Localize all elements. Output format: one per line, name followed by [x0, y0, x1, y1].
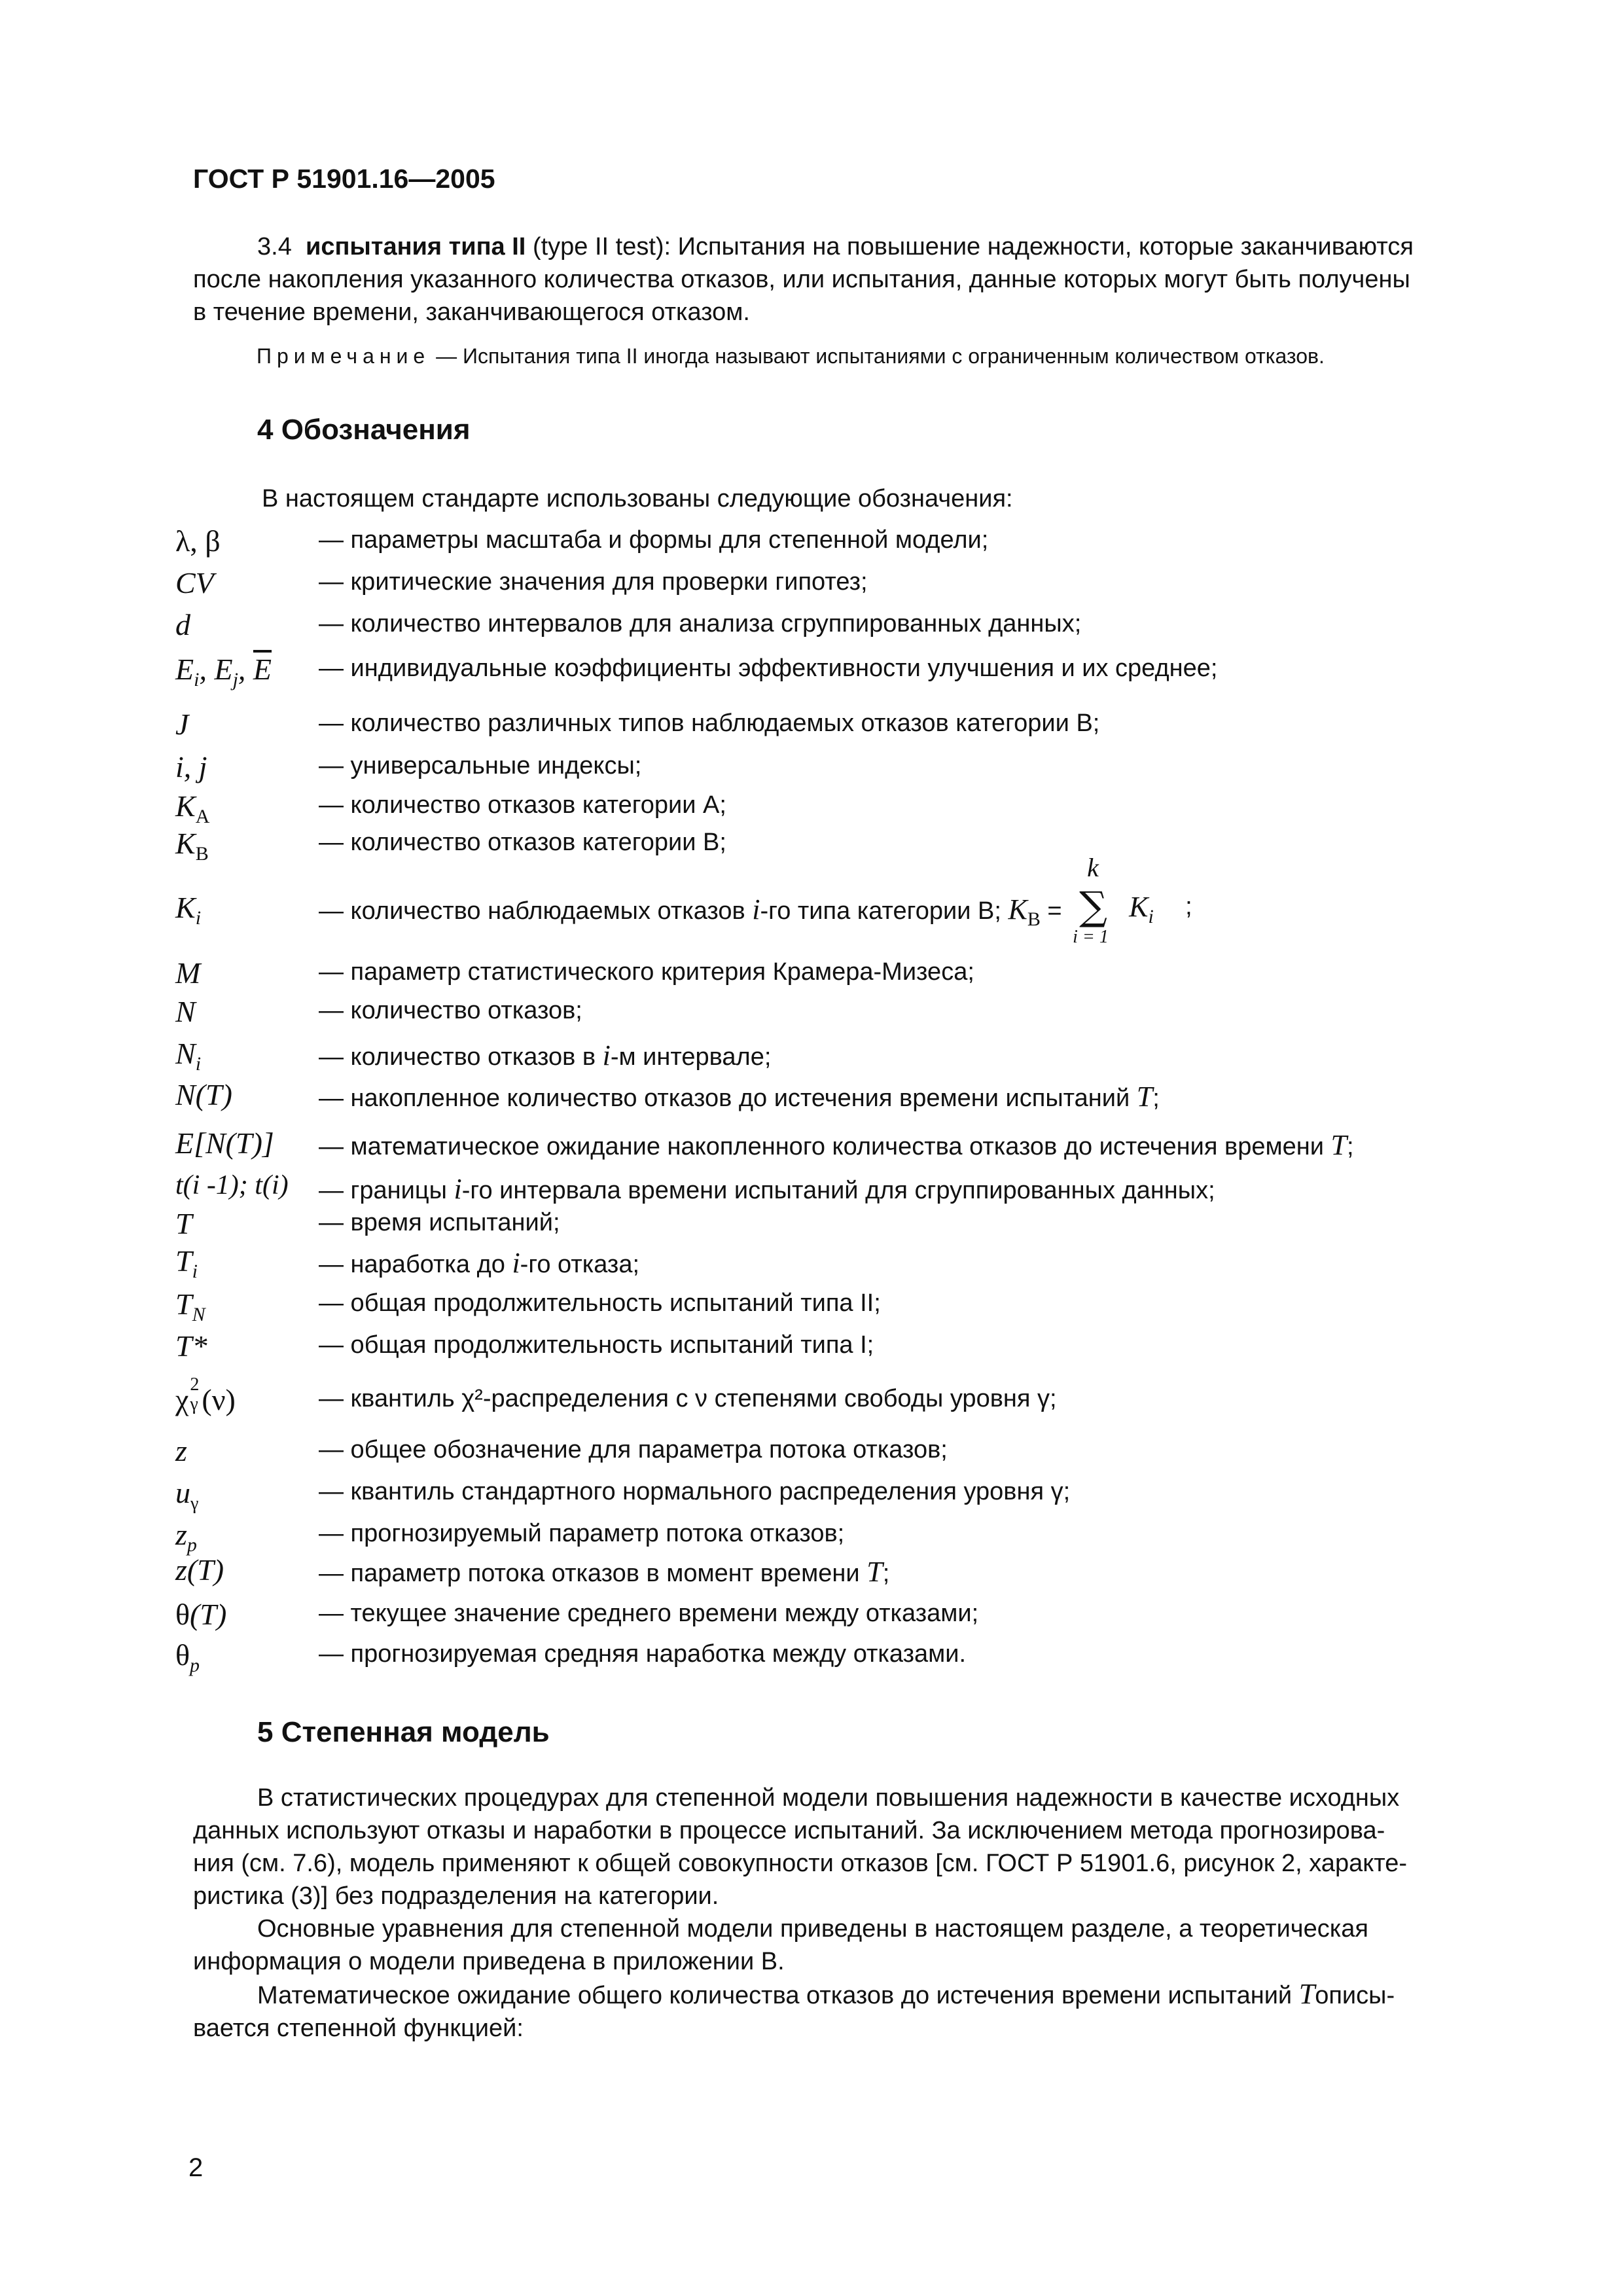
symbol-interval-bounds: t(i -1); t(i)	[175, 1170, 289, 1200]
note-label: Примечание	[257, 344, 431, 368]
symbol-n-of-t: N(T)	[175, 1078, 232, 1111]
definition-text: — математическое ожидание накопленного количества отказов до истечения времени T;	[319, 1129, 1354, 1161]
definition-text: — критические значения для проверки гипотез;	[319, 568, 868, 596]
sum-icon: ∑	[1079, 884, 1107, 929]
definition-row	[0, 749, 1623, 786]
definition-row	[0, 1126, 1623, 1162]
definition-text: — количество отказов категории В;	[319, 829, 726, 856]
definition-row	[0, 1077, 1623, 1114]
definition-row	[0, 607, 1623, 644]
symbol-tn: $T_N$	[175, 1287, 205, 1326]
definition-text: — квантиль стандартного нормального распределения уровня γ;	[319, 1478, 1071, 1505]
term-line-2: после накопления указанного количества отказов, или испытания, данные которых могут быть получены	[193, 266, 1410, 293]
definition-text: — текущее значение среднего времени между отказами;	[319, 1600, 979, 1627]
definition-text: — накопленное количество отказов до истечения времени испытаний T;	[319, 1081, 1160, 1113]
definition-text: — количество отказов категории А;	[319, 791, 726, 819]
symbol-expectation: E[N(T)]	[175, 1126, 274, 1160]
definition-row	[0, 789, 1623, 828]
section-5-paragraph-1: В статистических процедурах для степенной модели повышения надежности в качестве исходных данных используют отказы и наработки в процессе испытаний. За исключением метода прогнозирова- ния (см. 7.6), модель применяют к общей совокупности отказов [см. ГОСТ Р 51901.6, рисунок 2, характе- ристика (3)] без подразделения на категории.	[193, 1784, 1408, 1910]
definition-row	[0, 565, 1623, 602]
section-4-intro: В настоящем стандарте использованы следующие обозначения:	[262, 485, 1013, 512]
symbol-m: M	[175, 956, 201, 990]
symbol-ki: $K_i$	[175, 891, 202, 929]
sum-formula	[1069, 853, 1203, 947]
section-5-heading: 5 Степенная модель	[257, 1716, 550, 1748]
definition-text: — прогнозируемый параметр потока отказов;	[319, 1520, 845, 1547]
formula-lhs: $K_B$	[1008, 893, 1041, 930]
definition-text: — универсальные индексы;	[319, 752, 642, 780]
definition-text: — общая продолжительность испытаний типа II;	[319, 1289, 881, 1317]
symbol-ti: $T_i$	[175, 1244, 198, 1283]
definition-text: — количество отказов;	[319, 997, 582, 1024]
formula-rhs: $K_i$	[1129, 891, 1154, 927]
symbol-ka: $K_A$	[175, 789, 210, 828]
symbol-chi-squared: χ 2 γ (ν)	[175, 1374, 236, 1416]
definition-text: — количество наблюдаемых отказов i-го типа категории В; $K_B$ = k ∑ i = 1 $K_i$ ;	[319, 893, 1203, 931]
definition-text: — общее обозначение для параметра потока отказов;	[319, 1436, 948, 1463]
symbol-d: d	[175, 608, 190, 641]
definition-row	[0, 1287, 1623, 1326]
definition-row	[0, 994, 1623, 1031]
definition-text: — параметр потока отказов в момент времени T;	[319, 1556, 890, 1588]
section-4-heading: 4 Обозначения	[257, 414, 471, 446]
definition-text: — количество отказов в i-м интервале;	[319, 1039, 772, 1071]
symbol-u-gamma: $u_\gamma$	[175, 1476, 199, 1515]
formula-equals: =	[1047, 897, 1062, 925]
term-number: 3.4	[257, 233, 292, 260]
term-line-3: в течение времени, заканчивающегося отказом.	[193, 298, 750, 326]
sum-lower-limit: i = 1	[1073, 927, 1109, 947]
term-definition	[193, 230, 1499, 329]
definition-text: — квантиль χ²-распределения с ν степенями свободы уровня γ;	[319, 1385, 1057, 1412]
definition-text: — параметры масштаба и формы для степенной модели;	[319, 526, 989, 554]
symbol-j-upper: J	[175, 708, 189, 741]
symbol-z-of-t: z(T)	[175, 1553, 224, 1587]
definition-row	[0, 1329, 1623, 1365]
definition-row	[0, 1244, 1623, 1283]
definition-text: — время испытаний;	[319, 1209, 560, 1236]
definition-row	[0, 853, 1623, 947]
symbol-lambda-beta: λ, β	[175, 524, 221, 558]
definition-row	[0, 826, 1623, 863]
term-definition-text: Испытания на повышение надежности, которые заканчиваются	[677, 233, 1414, 260]
definition-row	[0, 1206, 1623, 1243]
definition-text: — границы i-го интервала времени испытаний для сгруппированных данных;	[319, 1173, 1215, 1205]
section-5-paragraph-2: Основные уравнения для степенной модели приведены в настоящем разделе, а теоретическая информация о модели приведена в приложении В.	[193, 1915, 1368, 1975]
definition-text: — прогнозируемая средняя наработка между отказами.	[319, 1640, 967, 1668]
symbol-kb: $K_B$	[175, 827, 209, 865]
symbol-cv: CV	[175, 566, 214, 600]
definition-row	[0, 652, 1623, 689]
symbol-e: $E_i$, $E_j$, $\overline{E}$	[175, 653, 272, 691]
definition-text: — наработка до i-го отказа;	[319, 1247, 640, 1279]
definition-row	[0, 1597, 1623, 1634]
symbol-t-star: T*	[175, 1329, 207, 1363]
symbol-theta-p: $\theta_p$	[175, 1638, 200, 1677]
note-text: — Испытания типа II иногда называют испытаниями с ограниченным количеством отказов.	[436, 344, 1325, 368]
term-line-1	[193, 230, 1499, 263]
symbol-zp: $z_p$	[175, 1518, 197, 1556]
definition-row	[0, 524, 1623, 560]
symbol-theta-of-t: θ(T)	[175, 1598, 227, 1631]
symbol-ni: $N_i$	[175, 1037, 202, 1075]
definition-text: — количество различных типов наблюдаемых отказов категории В;	[319, 709, 1100, 737]
definition-text: — индивидуальные коэффициенты эффективности улучшения и их среднее;	[319, 655, 1218, 682]
section-5-paragraph-3: Математическое ожидание общего количества отказов до истечения времени испытаний Tописы- вается степенной функцией:	[193, 1978, 1395, 2042]
definition-text: — общая продолжительность испытаний типа I;	[319, 1331, 874, 1359]
term-name: испытания типа II	[305, 233, 526, 260]
definition-row	[0, 1433, 1623, 1470]
definition-row	[0, 1170, 1623, 1206]
term-english: (type II test):	[532, 233, 671, 260]
definition-row	[0, 1036, 1623, 1073]
page-number: 2	[188, 2153, 204, 2182]
symbol-t: T	[175, 1207, 192, 1240]
definition-text: — количество интервалов для анализа сгруппированных данных;	[319, 610, 1082, 637]
symbol-n: N	[175, 995, 196, 1028]
note	[257, 342, 1507, 370]
formula-end: ;	[1185, 893, 1192, 920]
sum-upper-limit: k	[1087, 853, 1099, 882]
definition-row	[0, 1552, 1623, 1589]
definition-text: — параметр статистического критерия Крамера-Мизеса;	[319, 958, 974, 986]
symbol-i-j: i, j	[175, 750, 207, 783]
definition-row	[0, 707, 1623, 744]
definition-row	[0, 956, 1623, 992]
symbol-z: z	[175, 1434, 187, 1467]
definition-row	[0, 1475, 1623, 1515]
document-code: ГОСТ Р 51901.16—2005	[193, 164, 495, 194]
definition-row	[0, 1517, 1623, 1554]
definition-row	[0, 1638, 1623, 1677]
definition-row	[0, 1374, 1623, 1419]
